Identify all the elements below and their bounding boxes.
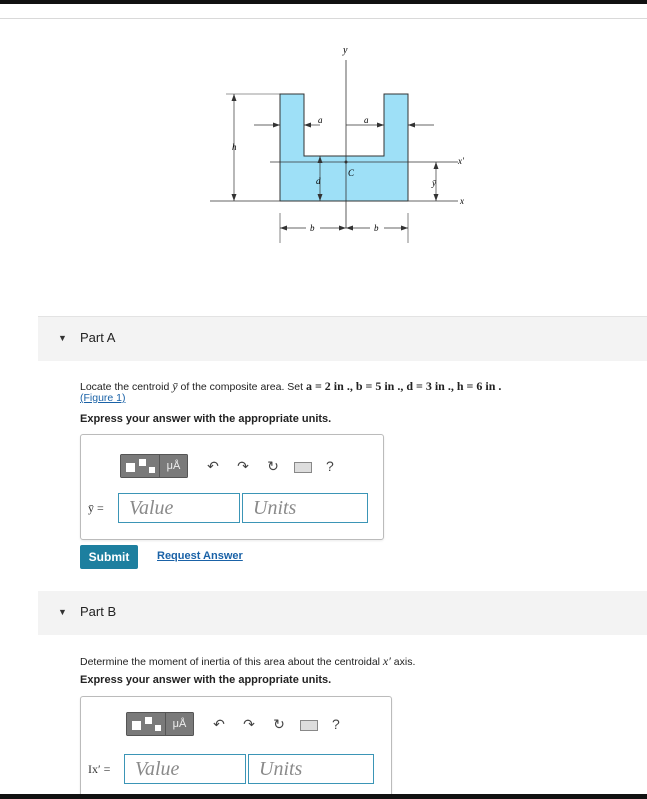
redo-icon[interactable]: ↷: [243, 716, 255, 732]
ybar-arrow-bottom: [434, 194, 439, 201]
h-arrow-bottom: [232, 194, 237, 201]
b-left-head-b: [339, 226, 346, 231]
part-b-header[interactable]: [38, 591, 647, 635]
undo-icon[interactable]: ↶: [213, 716, 225, 732]
collapse-triangle-icon[interactable]: ▼: [58, 607, 67, 617]
help-icon[interactable]: ?: [326, 458, 334, 474]
part-b-value-input[interactable]: Value: [124, 754, 246, 784]
top-edge-bar: [0, 0, 647, 4]
a-right-outer-head: [408, 123, 415, 128]
ybar-label: ȳ: [432, 178, 436, 188]
part-b-toolbar-group: [126, 712, 194, 736]
ybar-arrow-top: [434, 162, 439, 169]
centroid-label: C: [348, 168, 355, 178]
d-label: d: [316, 176, 321, 186]
b-label-2: b: [374, 223, 379, 233]
units-button[interactable]: μÅ: [166, 712, 194, 736]
submit-button[interactable]: Submit: [80, 545, 138, 569]
part-b-question-var: x′: [382, 654, 391, 668]
part-b-label: Part B: [80, 604, 117, 619]
b-label-1: b: [310, 223, 315, 233]
redo-icon[interactable]: ↷: [237, 458, 249, 474]
h-arrow-top: [232, 94, 237, 101]
figure-svg: [196, 38, 486, 248]
part-b-instruction: Express your answer with the appropriate units.: [80, 674, 332, 686]
part-a-question-var: ȳ: [172, 379, 178, 393]
part-a-label: Part A: [80, 330, 116, 345]
templates-icon[interactable]: [120, 454, 160, 478]
part-a-header[interactable]: [38, 317, 647, 361]
b-right-head-b: [401, 226, 408, 231]
part-b-units-input[interactable]: Units: [248, 754, 374, 784]
u-shape: [280, 94, 408, 201]
part-a-question: [80, 379, 501, 394]
part-a-instruction: Express your answer with the appropriate units.: [80, 413, 332, 425]
keyboard-icon[interactable]: [294, 712, 324, 736]
centroid-point: [345, 161, 348, 164]
x-prime-label: x′: [458, 156, 464, 166]
keyboard-icon[interactable]: [288, 454, 318, 478]
template-square-2: [139, 459, 146, 466]
part-a-given-values: a = 2 in ., b = 5 in ., d = 3 in ., h = 6 in .: [305, 379, 502, 393]
templates-icon[interactable]: [126, 712, 166, 736]
figure-link[interactable]: (Figure 1): [80, 392, 126, 404]
a-label-2: a: [364, 115, 369, 125]
part-a-units-input[interactable]: Units: [242, 493, 368, 523]
template-square-3: [155, 725, 161, 731]
part-a-question-prefix: Locate the centroid: [80, 381, 173, 393]
part-a-answer-box: [80, 434, 384, 540]
bottom-edge-bar: [0, 794, 647, 799]
units-button[interactable]: μÅ: [160, 454, 188, 478]
part-a-toolbar-group: [120, 454, 188, 478]
b-left-head-a: [280, 226, 287, 231]
b-right-head-a: [346, 226, 353, 231]
y-axis-label: y: [343, 45, 348, 56]
help-icon[interactable]: ?: [332, 716, 340, 732]
request-answer-link[interactable]: Request Answer: [157, 550, 243, 562]
part-b-question-prefix: Determine the moment of inertia of this area about the centroidal: [80, 656, 383, 668]
top-divider: [0, 18, 647, 19]
part-b-question-suffix: axis.: [390, 656, 416, 668]
part-b-answer-label: Ix′ =: [88, 762, 111, 776]
part-a-question-mid: of the composite area. Set: [177, 381, 306, 393]
x-axis-label: x: [460, 196, 464, 206]
undo-icon[interactable]: ↶: [207, 458, 219, 474]
a-label-1: a: [318, 115, 323, 125]
composite-area-figure: [196, 38, 486, 248]
template-square-2: [145, 717, 152, 724]
h-label: h: [232, 142, 237, 152]
part-a-answer-label: ȳ =: [88, 501, 104, 515]
collapse-triangle-icon[interactable]: ▼: [58, 333, 67, 343]
a-right-head: [377, 123, 384, 128]
template-square-1: [126, 463, 135, 472]
template-square-3: [149, 467, 155, 473]
reset-icon[interactable]: ↻: [273, 716, 285, 732]
part-a-toolbar: [120, 452, 334, 480]
part-b-question: [80, 654, 415, 669]
part-a-value-input[interactable]: Value: [118, 493, 240, 523]
a-left-outer-head: [273, 123, 280, 128]
part-b-toolbar: [126, 710, 340, 738]
a-left-inner-head: [304, 123, 311, 128]
reset-icon[interactable]: ↻: [267, 458, 279, 474]
template-square-1: [132, 721, 141, 730]
